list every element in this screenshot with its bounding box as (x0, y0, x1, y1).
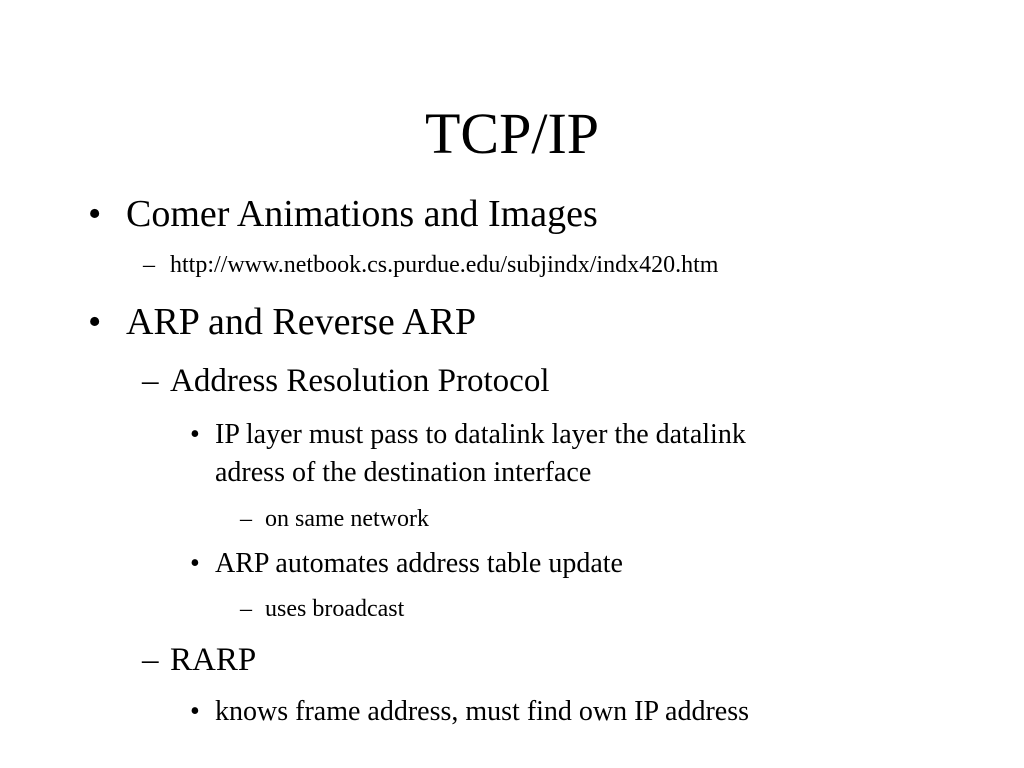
bullet-icon: • (88, 301, 102, 343)
subitem-address-resolution-protocol: Address Resolution Protocol (170, 363, 550, 399)
dash-icon: – (240, 506, 252, 532)
point-ip-layer-line-2: adress of the destination interface (215, 457, 592, 488)
bullet-comer-animations: Comer Animations and Images (126, 193, 598, 235)
dash-icon: – (142, 642, 159, 678)
dash-icon: – (142, 363, 159, 399)
subpoint-same-network: on same network (265, 506, 429, 532)
bullet-icon: • (190, 548, 200, 579)
bullet-icon: • (88, 193, 102, 235)
subpoint-uses-broadcast: uses broadcast (265, 596, 405, 622)
dash-icon: – (240, 596, 252, 622)
subitem-rarp: RARP (170, 642, 257, 678)
comer-url-link[interactable]: http://www.netbook.cs.purdue.edu/subjindx/indx420.htm (170, 252, 719, 278)
bullet-arp-reverse-arp: ARP and Reverse ARP (126, 301, 477, 343)
point-arp-automates: ARP automates address table update (215, 548, 623, 579)
dash-icon: – (143, 252, 155, 278)
bullet-icon: • (190, 696, 200, 727)
point-knows-frame-address: knows frame address, must find own IP address (215, 696, 749, 727)
bullet-icon: • (190, 419, 200, 450)
point-ip-layer-line-1: IP layer must pass to datalink layer the datalink (215, 419, 746, 450)
slide-title: TCP/IP (424, 101, 600, 166)
